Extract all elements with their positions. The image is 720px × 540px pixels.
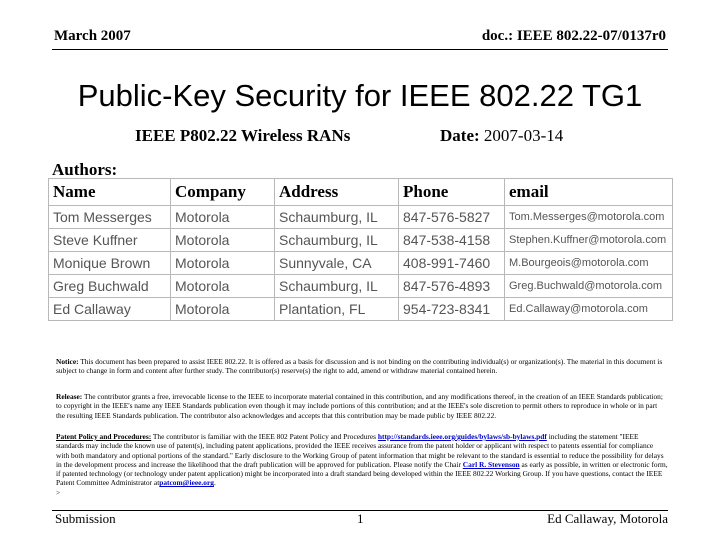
author-email: Greg.Buchwald@motorola.com — [505, 275, 673, 298]
header-date: March 2007 — [54, 28, 131, 44]
author-address: Sunnyvale, CA — [275, 252, 399, 275]
author-company: Motorola — [171, 206, 275, 229]
table-header-row — [49, 179, 673, 206]
patent-text-4: . — [213, 478, 216, 488]
header-doc-id: doc.: IEEE 802.22-07/0137r0 — [481, 28, 666, 44]
author-name: Greg Buchwald — [49, 275, 171, 298]
table-row — [49, 206, 673, 229]
author-address: Schaumburg, IL — [275, 229, 399, 252]
notice-label: Notice: — [56, 357, 79, 366]
column-header-address: Address — [275, 179, 399, 206]
author-phone: 847-576-4893 — [399, 275, 505, 298]
author-email: M.Bourgeois@motorola.com — [505, 252, 673, 275]
author-company: Motorola — [171, 275, 275, 298]
patent-paragraph — [56, 432, 668, 497]
author-phone: 408-991-7460 — [399, 252, 505, 275]
patent-text-1: The contributor is familiar with the IEEE 802 Patent Policy and Procedures — [152, 432, 377, 441]
table-row — [49, 275, 673, 298]
author-email: Ed.Callaway@motorola.com — [505, 298, 673, 321]
author-email: Tom.Messerges@motorola.com — [505, 206, 673, 229]
release-text: The contributor grants a free, irrevocable license to the IEEE to incorporate material contained in this contribution, and any modifications thereof, in the creation of an IEEE Standards publication; to copyright in the IEEE's name any IEEE Standards publication even though it may include portions of this contribution; and at the IEEE's sole discretion to permit others to reproduce in whole or in part the resulting IEEE Standards publication. The contributor also acknowledges and accepts that this contribution may be made public by IEEE 802.22. — [56, 392, 663, 420]
author-address: Schaumburg, IL — [275, 275, 399, 298]
bylaws-link[interactable]: http://standards.ieee.org/guides/bylaws/sb-bylaws.pdf — [377, 432, 547, 441]
patcom-email-link[interactable]: patcom@ieee.org — [159, 478, 214, 488]
release-label: Release: — [56, 392, 83, 401]
working-group: IEEE P802.22 Wireless RANs — [135, 126, 351, 145]
document-date — [440, 126, 563, 146]
author-name: Steve Kuffner — [49, 229, 171, 252]
author-email: Stephen.Kuffner@motorola.com — [505, 229, 673, 252]
chair-link[interactable]: Carl R. Stevenson — [462, 459, 520, 469]
patent-text-3: as early as possible, in written or electronic form, if patented technology (or technology under patent application) might be incorporated into a draft standard being developed within the IEEE 802.22 Working Group. If you have questions, contact the IEEE Patent Committee Administrator at — [56, 459, 668, 488]
table-row — [49, 298, 673, 321]
date-label: Date: — [440, 126, 480, 145]
table-row — [49, 229, 673, 252]
author-company: Motorola — [171, 229, 275, 252]
column-header-phone: Phone — [399, 179, 505, 206]
notice-paragraph — [56, 357, 668, 376]
slide-title: Public-Key Security for IEEE 802.22 TG1 — [77, 78, 643, 113]
notice-text: This document has been prepared to assist IEEE 802.22. It is offered as a basis for discussion and is not binding on the contributing individual(s) or organization(s). The material in this document is subject to change in form and content after further study. The contributor(s) reserve(s) the right to add, amend or withdraw material contained herein. — [56, 357, 663, 376]
author-company: Motorola — [171, 252, 275, 275]
release-paragraph — [56, 392, 668, 420]
author-address: Schaumburg, IL — [275, 206, 399, 229]
footer-page-number: 1 — [357, 511, 364, 526]
column-header-name: Name — [49, 179, 171, 206]
header-rule — [52, 49, 668, 50]
author-name: Ed Callaway — [49, 298, 171, 321]
date-value: 2007-03-14 — [483, 126, 564, 145]
footer-submission: Submission — [55, 511, 116, 526]
author-name: Monique Brown — [49, 252, 171, 275]
author-phone: 847-538-4158 — [399, 229, 505, 252]
author-address: Plantation, FL — [275, 298, 399, 321]
authors-table — [48, 178, 673, 321]
authors-label: Authors: — [52, 160, 118, 179]
column-header-company: Company — [171, 179, 275, 206]
author-phone: 847-576-5827 — [399, 206, 505, 229]
footer-author: Ed Callaway, Motorola — [547, 511, 668, 526]
patent-trailer: > — [56, 487, 61, 497]
patent-label: Patent Policy and Procedures: — [56, 432, 152, 441]
author-phone: 954-723-8341 — [399, 298, 505, 321]
author-name: Tom Messerges — [49, 206, 171, 229]
column-header-email: email — [505, 179, 673, 206]
patent-text-2: including the statement "IEEE standards may include the known use of patent(s), including patent applications, provided the IEEE receives assurance from the patent holder or applicant with respect to patents essential for compliance with both mandatory and optional portions of the standard." Early disclosure to the Working Group of patent information that might be relevant to the standard is essential to reduce the possibility for delays in the development process and increase the likelihood that the draft publication will be approved for publication. Please notify the Chair — [56, 432, 664, 469]
author-company: Motorola — [171, 298, 275, 321]
table-row — [49, 252, 673, 275]
